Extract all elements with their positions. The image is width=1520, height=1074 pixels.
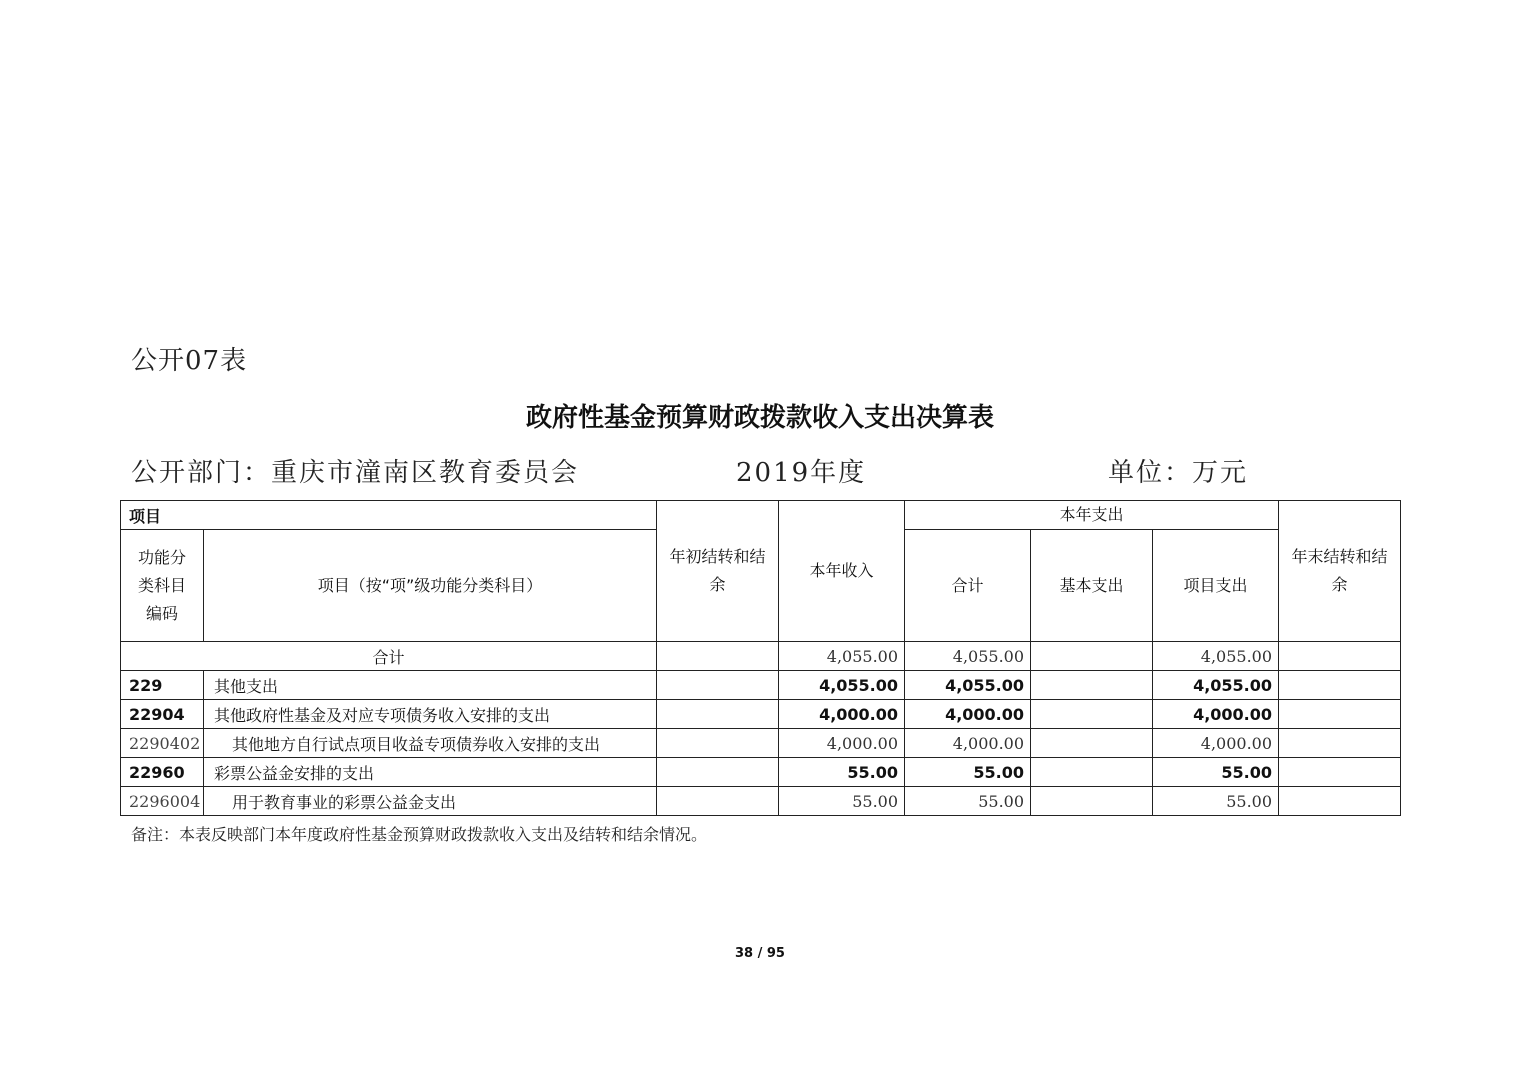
header-closing-balance: 年末结转和结余	[1279, 501, 1401, 642]
row-opening	[657, 700, 779, 729]
row-expense-total: 55.00	[905, 758, 1031, 787]
row-code: 22960	[121, 758, 204, 787]
total-row	[121, 642, 1401, 671]
table-row	[121, 787, 1401, 816]
row-code: 2296004	[121, 787, 204, 816]
table-row	[121, 729, 1401, 758]
row-opening	[657, 671, 779, 700]
row-expense-total: 4,000.00	[905, 700, 1031, 729]
row-expense-project: 4,000.00	[1153, 700, 1279, 729]
row-income: 55.00	[779, 758, 905, 787]
row-expense-basic	[1031, 758, 1153, 787]
header-expense-basic: 基本支出	[1031, 530, 1153, 642]
header-project: 项目	[121, 501, 657, 530]
row-income: 4,000.00	[779, 700, 905, 729]
page-number: 38 / 95	[735, 946, 785, 961]
row-expense-basic	[1031, 700, 1153, 729]
row-income: 4,055.00	[779, 671, 905, 700]
row-expense-total: 4,055.00	[905, 671, 1031, 700]
header-code: 功能分类科目编码	[121, 530, 204, 642]
row-name: 彩票公益金安排的支出	[204, 758, 657, 787]
header-current-expense: 本年支出	[905, 501, 1279, 530]
header-row-1	[121, 501, 1401, 530]
row-name: 其他支出	[204, 671, 657, 700]
total-expense-basic	[1031, 642, 1153, 671]
row-income: 55.00	[779, 787, 905, 816]
table-row	[121, 758, 1401, 787]
department-line: 公开部门：重庆市潼南区教育委员会	[131, 458, 580, 488]
total-closing	[1279, 642, 1401, 671]
row-expense-total: 4,000.00	[905, 729, 1031, 758]
table-row	[121, 671, 1401, 700]
fund-budget-table	[120, 500, 1401, 816]
table-label: 公开07表	[131, 346, 248, 376]
total-income: 4,055.00	[779, 642, 905, 671]
row-code: 22904	[121, 700, 204, 729]
row-closing	[1279, 700, 1401, 729]
row-expense-project: 4,055.00	[1153, 671, 1279, 700]
row-name: 用于教育事业的彩票公益金支出	[204, 787, 657, 816]
header-expense-project: 项目支出	[1153, 530, 1279, 642]
header-opening-balance: 年初结转和结余	[657, 501, 779, 642]
header-item-name: 项目（按“项”级功能分类科目）	[204, 530, 657, 642]
row-code: 229	[121, 671, 204, 700]
total-opening	[657, 642, 779, 671]
row-closing	[1279, 787, 1401, 816]
row-expense-basic	[1031, 787, 1153, 816]
row-name: 其他地方自行试点项目收益专项债券收入安排的支出	[204, 729, 657, 758]
row-expense-project: 55.00	[1153, 787, 1279, 816]
total-expense-total: 4,055.00	[905, 642, 1031, 671]
row-opening	[657, 729, 779, 758]
document-title: 政府性基金预算财政拨款收入支出决算表	[525, 403, 994, 433]
row-closing	[1279, 729, 1401, 758]
table-row	[121, 700, 1401, 729]
header-current-income: 本年收入	[779, 501, 905, 642]
row-expense-project: 4,000.00	[1153, 729, 1279, 758]
row-expense-basic	[1031, 671, 1153, 700]
currency-unit: 单位：万元	[1108, 458, 1249, 488]
fiscal-year: 2019年度	[736, 458, 867, 488]
row-expense-total: 55.00	[905, 787, 1031, 816]
table-remark: 备注：本表反映部门本年度政府性基金预算财政拨款收入支出及结转和结余情况。	[131, 825, 708, 844]
row-closing	[1279, 758, 1401, 787]
row-name: 其他政府性基金及对应专项债务收入安排的支出	[204, 700, 657, 729]
row-code: 2290402	[121, 729, 204, 758]
row-expense-basic	[1031, 729, 1153, 758]
row-opening	[657, 758, 779, 787]
total-label: 合计	[121, 642, 657, 671]
header-expense-total: 合计	[905, 530, 1031, 642]
row-closing	[1279, 671, 1401, 700]
total-expense-project: 4,055.00	[1153, 642, 1279, 671]
row-expense-project: 55.00	[1153, 758, 1279, 787]
row-income: 4,000.00	[779, 729, 905, 758]
row-opening	[657, 787, 779, 816]
